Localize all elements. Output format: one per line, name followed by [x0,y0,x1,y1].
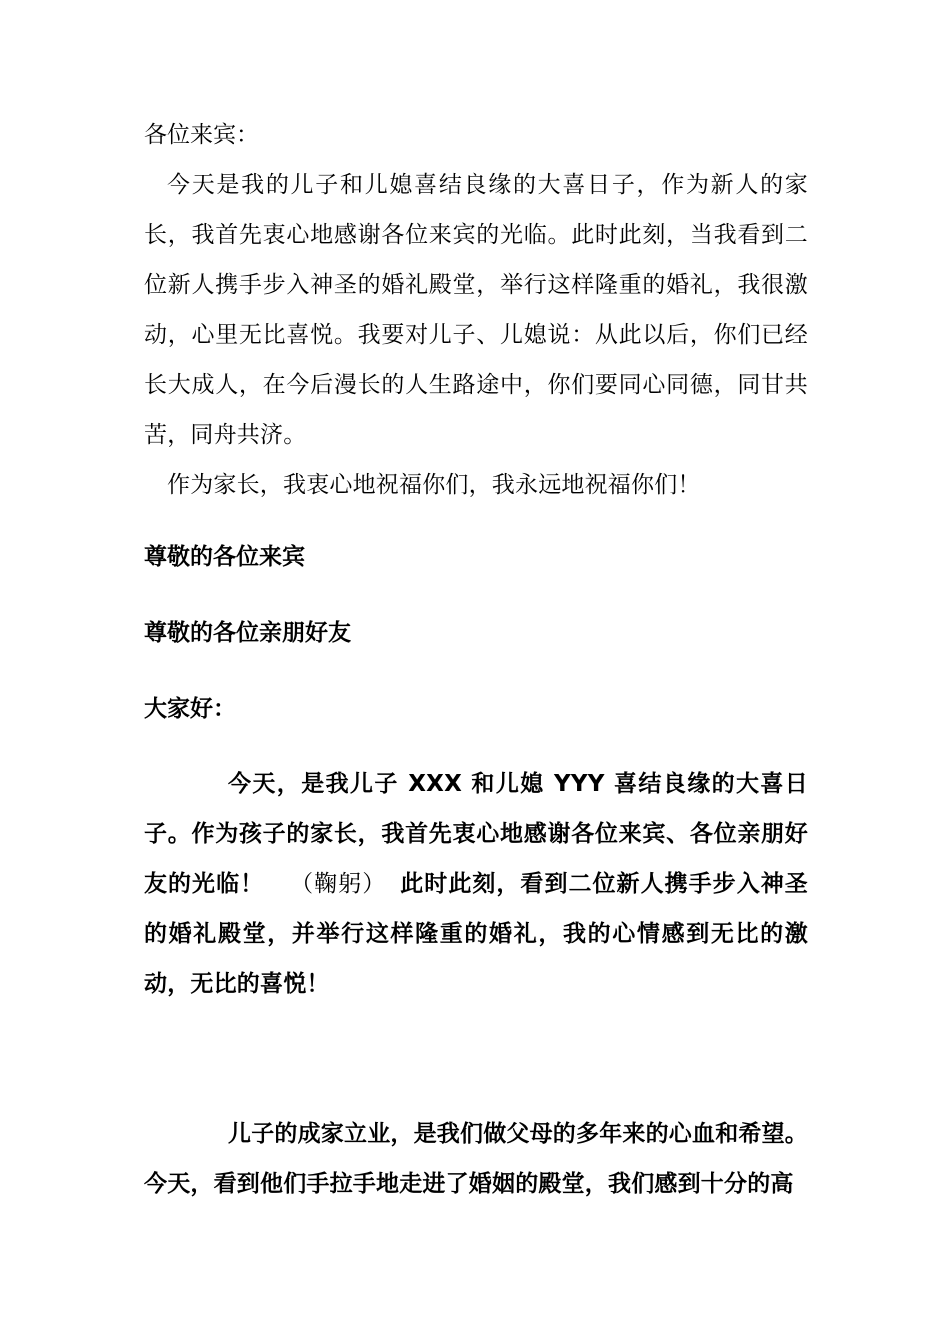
formal-paragraph-1-text-b: 此时此刻，看到二位新人携手步入神圣的婚礼殿堂，并举行这样隆重的婚礼，我的心情感到无比的激动，无比的喜悦！ [144,871,808,997]
heading-friends: 尊敬的各位亲朋好友 [144,620,351,646]
formal-paragraph-1-text-a: 今天，是我儿子 XXX 和儿媳 YYY 喜结良缘的大喜日子。作为孩子的家长，我首先衷心地感谢各位来宾、各位亲朋好友的光临！ [144,771,808,897]
stage-direction-bow: （鞠躬） [290,871,387,897]
salutation: 各位来宾： [144,122,259,148]
speech-paragraph-1: 今天是我的儿子和儿媳喜结良缘的大喜日子，作为新人的家长，我首先衷心地感谢各位来宾的光临。此时此刻，当我看到二位新人携手步入神圣的婚礼殿堂，举行这样隆重的婚礼，我很激动，心里无比喜悦。我要对儿子、儿媳说：从此以后，你们已经长大成人，在今后漫长的人生路途中，你们要同心同德，同甘共苦，同舟共济。 [144,172,808,448]
speech-paragraph-2: 作为家长，我衷心地祝福你们，我永远地祝福你们！ [167,472,701,498]
heading-guests: 尊敬的各位来宾 [144,544,305,570]
heading-greeting: 大家好： [144,696,236,722]
formal-paragraph-1 [144,759,808,1009]
document-content [144,110,808,1209]
formal-paragraph-2: 儿子的成家立业，是我们做父母的多年来的心血和希望。今天，看到他们手拉手地走进了婚姻的殿堂，我们感到十分的高 [144,1121,808,1197]
